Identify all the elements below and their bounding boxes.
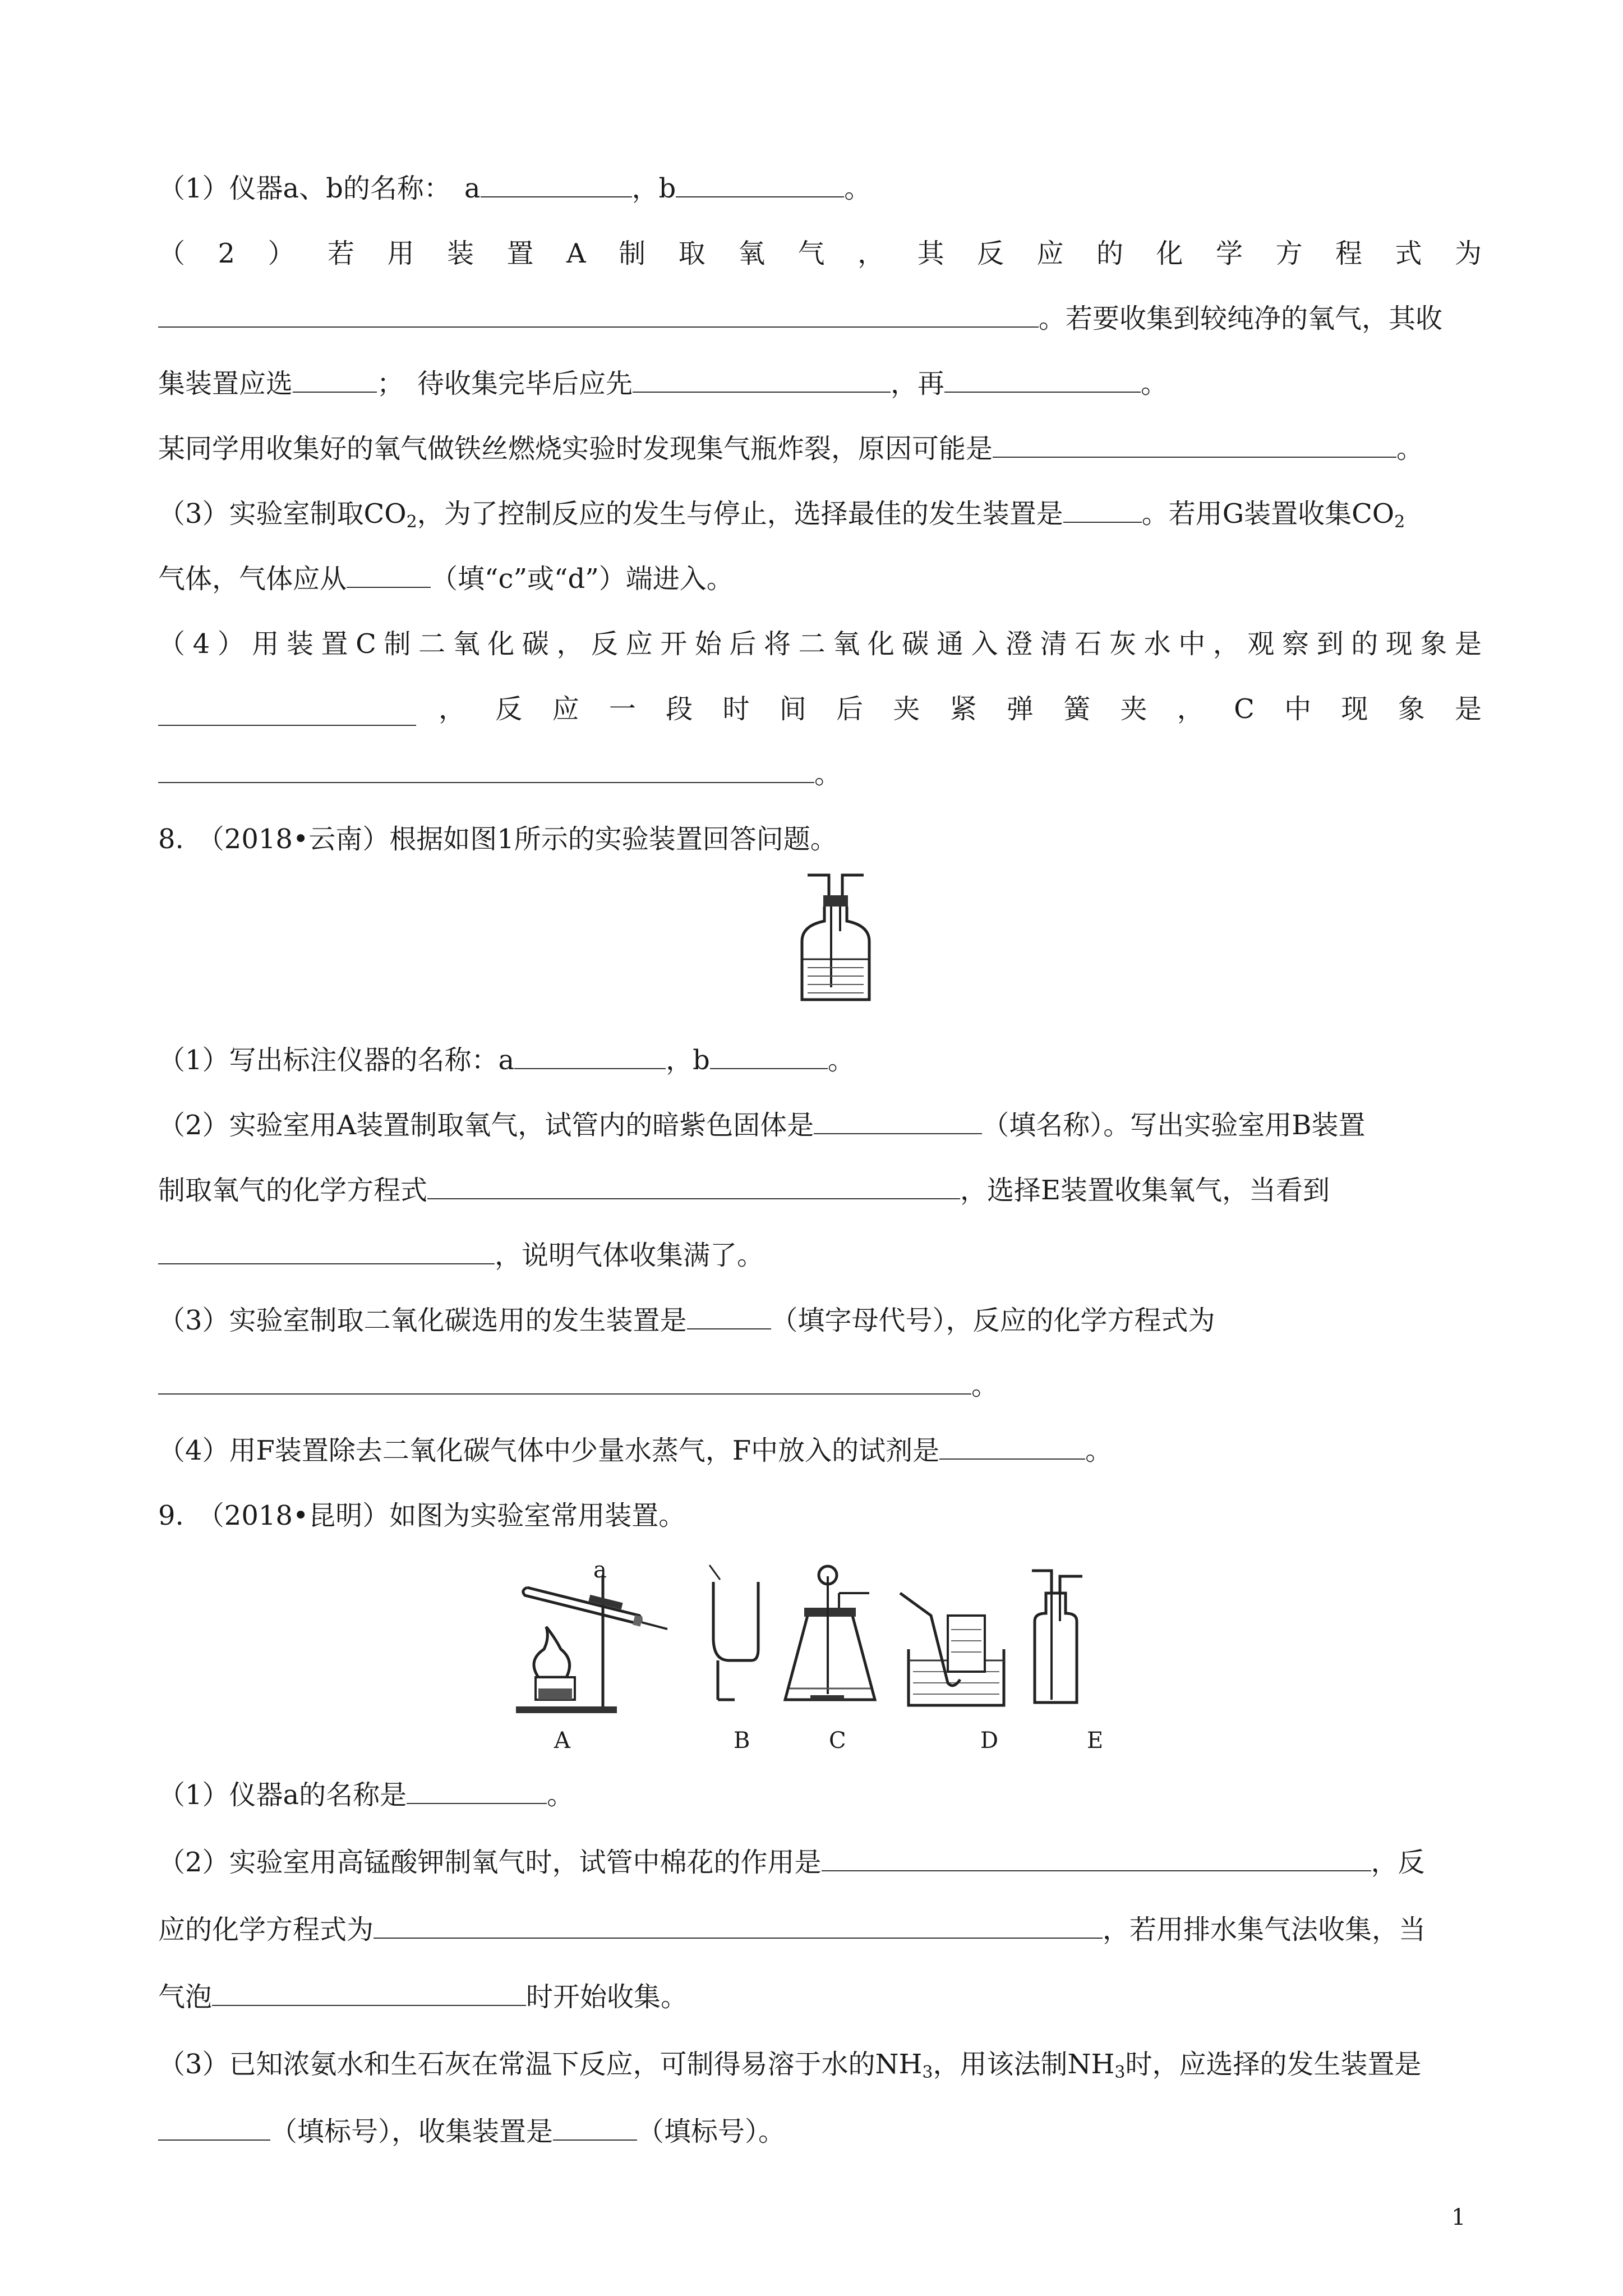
q7-part4-line3: 。 <box>158 757 1482 791</box>
q9-part2: （2）实验室用高锰酸钾制氧气时，试管中棉花的作用是 ，反 <box>158 1847 1425 1878</box>
q8-part2-line2: 制取氧气的化学方程式 ，选择E装置收集氧气，当看到 <box>158 1175 1330 1206</box>
answer-blank[interactable] <box>374 1915 1103 1939</box>
apparatus-a-pointer-label: a <box>593 1557 607 1583</box>
q8-part2: （2）实验室用A装置制取氧气，试管内的暗紫色固体是 （填名称）。写出实验室用B装置 <box>158 1110 1366 1141</box>
answer-blank[interactable] <box>676 174 844 197</box>
answer-blank[interactable] <box>158 1371 971 1395</box>
figure-label-c: C <box>829 1728 846 1754</box>
answer-blank[interactable] <box>158 1241 495 1264</box>
q8-title: 8. （2018•云南）根据如图1所示的实验装置回答问题。 <box>158 823 837 855</box>
q9-part1: （1）仪器a的名称是 。 <box>158 1779 574 1811</box>
answer-blank[interactable] <box>553 2117 637 2141</box>
q7-part2-heading: （2）若用装置A制取氧气，其反应的化学方程式为 <box>158 238 1482 269</box>
answer-blank[interactable] <box>993 434 1396 458</box>
apparatus-e-icon <box>1032 1571 1082 1703</box>
q7-part4-heading: （4）用装置C制二氧化碳，反应开始后将二氧化碳通入澄清石灰水中，观察到的现象是 <box>158 628 1482 660</box>
q9-part2-line3: 气泡 时开始收集。 <box>158 1981 688 2013</box>
q7-part2-line4: 某同学用收集好的氧气做铁丝燃烧实验时发现集气瓶炸裂，原因可能是 。 <box>158 433 1424 464</box>
apparatus-d-icon <box>900 1593 1004 1705</box>
q9-title: 9. （2018•昆明）如图为实验室常用装置。 <box>158 1500 686 1531</box>
q8-part3-line2: 。 <box>158 1369 1482 1402</box>
q9-part3-line2: （填标号），收集装置是 （填标号）。 <box>158 2115 1482 2148</box>
q9-part2-line2: 应的化学方程式为 ，若用排水集气法收集，当 <box>158 1914 1426 1945</box>
q7-part4-line2: ，反应一段时间后夹紧弹簧夹，C中现象是 <box>158 692 1482 726</box>
answer-blank[interactable] <box>158 760 814 783</box>
figure-label-a: A <box>554 1728 570 1754</box>
answer-blank[interactable] <box>1063 499 1142 523</box>
q8-part1: （1）写出标注仪器的名称：a ，b 。 <box>158 1045 855 1076</box>
q7-part2-line3: 集装置应选 ； 待收集完毕后应先 ，再 。 <box>158 368 1168 399</box>
lab-apparatus-figure <box>505 1559 1150 1722</box>
figure-label-e: E <box>1087 1728 1104 1754</box>
answer-blank[interactable] <box>633 369 891 393</box>
answer-blank[interactable] <box>212 1982 526 2006</box>
q7-part2-line2: 。若要收集到较纯净的氧气，其收 <box>158 302 1482 335</box>
answer-blank[interactable] <box>158 2117 270 2141</box>
q8-part3: （3）实验室制取二氧化碳选用的发生装置是 （填字母代号），反应的化学方程式为 <box>158 1305 1215 1336</box>
apparatus-c-icon <box>785 1566 875 1700</box>
answer-blank[interactable] <box>427 1176 960 1199</box>
q7-part3-line2: 气体，气体应从 （填“c”或“d”）端进入。 <box>158 563 734 595</box>
apparatus-b-icon <box>709 1565 758 1700</box>
answer-blank[interactable] <box>710 1046 828 1069</box>
answer-blank[interactable] <box>939 1436 1085 1460</box>
q8-part4: （4）用F装置除去二氧化碳气体中少量水蒸气，F中放入的试剂是 。 <box>158 1435 1113 1466</box>
q8-part2-line3: ，说明气体收集满了。 <box>158 1239 1482 1272</box>
figure-label-d: D <box>980 1728 999 1754</box>
answer-blank[interactable] <box>687 1306 771 1329</box>
q7-part3: （3）实验室制取$CO_2$，为了控制反应的发生与停止，选择最佳的发生装置是 。若用G装置收集$CO_2$ <box>158 498 1405 532</box>
answer-blank[interactable] <box>814 1111 982 1134</box>
q9-part3: （3）已知浓氨水和生石灰在常温下反应，可制得易溶于水的$NH_3$，用该法制$NH_3$时，应选择的发生装置是 <box>158 2049 1422 2082</box>
answer-blank[interactable] <box>822 1848 1371 1871</box>
apparatus-a-icon <box>516 1576 667 1713</box>
figure-label-b: B <box>734 1728 750 1754</box>
answer-blank[interactable] <box>407 1780 547 1804</box>
answer-blank[interactable] <box>158 702 416 726</box>
answer-blank[interactable] <box>944 369 1141 393</box>
answer-blank[interactable] <box>514 1046 666 1069</box>
q7-part1: （1）仪器a、b的名称： a ，b 。 <box>158 173 872 204</box>
answer-blank[interactable] <box>293 369 377 393</box>
page-number: 1 <box>1451 2205 1466 2230</box>
answer-blank[interactable] <box>481 174 632 197</box>
gas-washing-bottle-figure <box>796 869 875 1004</box>
answer-blank[interactable] <box>158 304 1039 328</box>
answer-blank[interactable] <box>347 564 431 588</box>
